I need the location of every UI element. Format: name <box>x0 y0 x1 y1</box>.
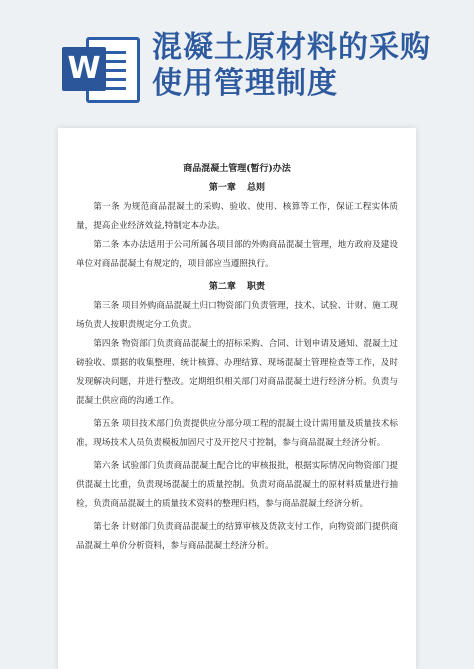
article-paragraph: 第三条 项目外购商品混凝土归口物资部门负责管理，技术、试验、计财、施工现场负责人按职责规定分工负责。 <box>76 301 398 330</box>
document-title: 商品混凝土管理(暂行)办法 <box>183 164 291 174</box>
article-paragraph: 第六条 试验部门负责商品混凝土配合比的审核报批，根据实际情况向物资部门提供混凝土比重，负责现场混凝土的质量控制。负责对商品混凝土的原材料质量进行抽检，负责商品混凝土的质量技术资料的整理归档，参与商品混凝土经济分析。 <box>76 461 398 509</box>
page-title: 混凝土原材料的采购使用管理制度 <box>152 30 431 101</box>
article-paragraph: 第四条 物资部门负责商品混凝土的招标采购、合同、计划申请及通知、混凝土过磅验收、票据的收集整理、统计核算、办理结算、现场混凝土管理检查等工作，及时发现解决问题，并进行整改。定期组织相关部门对商品混凝土进行经济分析。负责与混凝土供应商的沟通工作。 <box>76 339 398 406</box>
word-document-icon <box>62 33 136 103</box>
article-paragraph: 第一条 为规范商品混凝土的采购、验收、使用、核算等工作，保证工程实体质量，提高企业经济效益,特制定本办法。 <box>76 202 398 231</box>
article-paragraph: 第二条 本办法适用于公司所属各项目部的外购商品混凝土管理，地方政府及建设单位对商品混凝土有规定的，项目部应当遵照执行。 <box>76 240 398 269</box>
word-icon-letter: W <box>62 47 106 91</box>
chapter-heading: 第一章 总则 <box>208 183 266 193</box>
header <box>0 0 474 125</box>
article-paragraph: 第七条 计财部门负责商品混凝土的结算审核及货款支付工作，向物资部门提供商品混凝土单价分析资料，参与商品混凝土经济分析。 <box>76 522 398 551</box>
chapter-heading: 第二章 职责 <box>208 282 266 292</box>
document-body <box>76 160 398 556</box>
article-paragraph: 第五条 项目技术部门负责提供应分部分项工程的混凝土设计需用量及质量技术标准，现场技术人员负责模板加固尺寸及开挖尺寸控制，参与商品混凝土经济分析。 <box>76 419 398 448</box>
